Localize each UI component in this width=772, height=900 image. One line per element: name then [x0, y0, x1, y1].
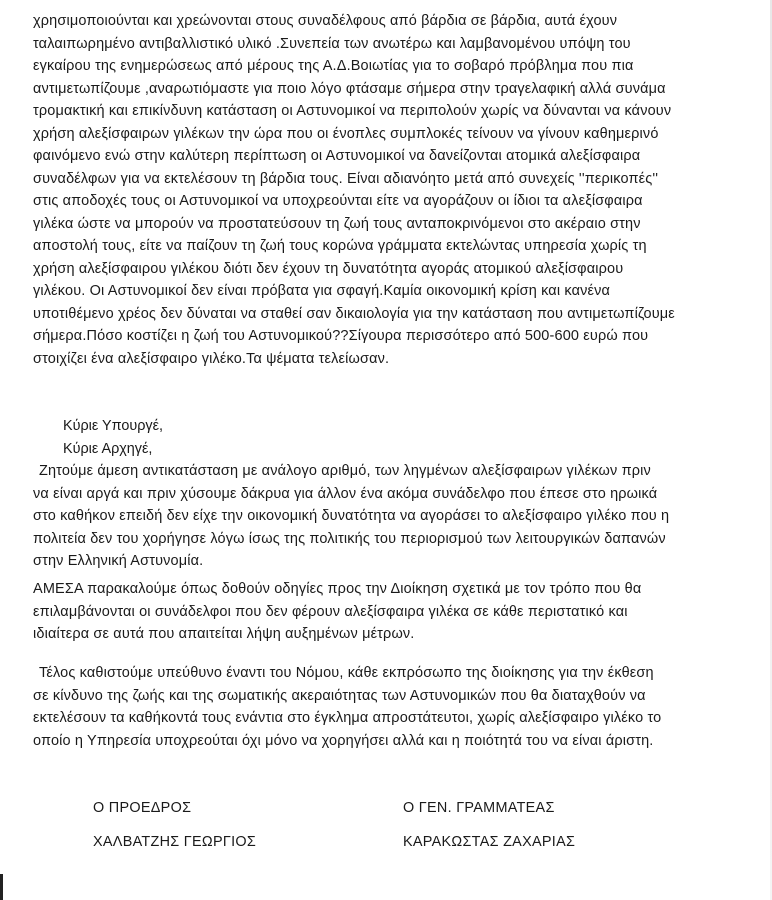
president-title: Ο ΠΡΟΕΔΡΟΣ	[93, 800, 192, 816]
text-line: φαινόμενο ενώ στην καλύτερη περίπτωση οι Αστυνομικοί να δανείζονται ατομικά αλεξίσφαιρα	[33, 148, 641, 164]
text-line: υποτιθέμενο χρέος δεν δύναται να σταθεί σαν δικαιολογία για την κατάσταση που αντιμετωπίζουμε	[33, 305, 675, 322]
text-line: στις αποδοχές τους οι Αστυνομικοί να υποχρεούνται είτε να αγοράζουν οι ίδιοι τα αλεξίσφαιρα	[33, 193, 643, 209]
paragraph-body-1	[33, 10, 772, 370]
text-line: Τέλος καθιστούμε υπεύθυνο έναντι του Νόμου, κάθε εκπρόσωπο της διοίκησης για την έκθεση	[38, 665, 654, 681]
paragraph-body-4	[33, 662, 772, 752]
text-line: ΑΜΕΣΑ παρακαλούμε όπως δοθούν οδηγίες προς την Διοίκηση σχετικά με τον τρόπο που θα	[33, 581, 642, 597]
text-line: αντιμετωπίζουμε ,αναρωτιόμαστε για ποιο λόγο φτάσαμε σήμερα στην τραγελαφική αλλά συνάμα	[33, 80, 666, 97]
salutation-chief: Κύριε Αρχηγέ,	[63, 441, 153, 457]
text-line: ταλαιπωρημένο αντιβαλλιστικό υλικό .Συνεπεία των ανωτέρω και λαμβανομένου υπόψη του	[33, 35, 631, 52]
text-line: τρομακτική και επικίνδυνη κατάσταση οι Αστυνομικοί να περιπολούν χωρίς να δύνανται να κάνουν	[33, 103, 672, 119]
text-line: χρησιμοποιούνται και χρεώνονται στους συναδέλφους από βάρδια σε βάρδια, αυτά έχουν	[33, 13, 618, 29]
text-line: εγκαίρου της ενημερώσεως από μέρους της Α.Δ.Βοιωτίας για το σοβαρό πρόβλημα που πια	[33, 58, 634, 74]
secretary-name: ΚΑΡΑΚΩΣΤΑΣ ΖΑΧΑΡΙΑΣ	[403, 834, 576, 850]
text-line: χρήση αλεξίσφαιρων γιλέκων την ώρα που οι ένοπλες συμπλοκές τείνουν να γίνουν καθημερινό	[33, 125, 659, 142]
salutation-minister: Κύριε Υπουργέ,	[63, 418, 163, 434]
scan-edge-mark	[0, 874, 3, 900]
text-line: στοιχίζει ένα αλεξίσφαιρο γιλέκο.Τα ψέματα τελείωσαν.	[33, 350, 390, 367]
text-line: γιλέκου. Οι Αστυνομικοί δεν είναι πρόβατα για σφαγή.Καμία οικονομική κρίση και κανένα	[33, 283, 611, 299]
text-line: επιλαμβάνονται οι συνάδελφοι που δεν φέρουν αλεξίσφαιρα γιλέκα σε κάθε περιστατικό και	[33, 603, 628, 620]
text-line: ιδιαίτερα σε αυτά που απαιτείται λήψη αυξημένων μέτρων.	[33, 626, 415, 642]
text-line: Ζητούμε άμεση αντικατάσταση με ανάλογο αριθμό, των ληγμένων αλεξίσφαιρων γιλέκων πριν	[38, 463, 651, 479]
paragraph-body-3	[33, 578, 772, 646]
paragraph-body-2	[33, 460, 772, 573]
text-line: στο καθήκον επειδή δεν είχε την οικονομική δυνατότητα να αγοράσει το αλεξίσφαιρο γιλέκο που η	[33, 508, 670, 524]
text-line: να είναι αργά και πριν χύσουμε δάκρυα για άλλον ένα ακόμα συνάδελφο που έπεσε στο ηρωικά	[33, 485, 658, 502]
text-line: οποίο η Υπηρεσία υποχρεούται όχι μόνο να χορηγήσει αλλά και η ποιότητά του να είναι άριστη.	[33, 732, 654, 749]
text-line: πολιτεία δεν του χορήγησε λόγω ίσως της πολιτικής του περιορισμού των λειτουργικών δαπανών	[33, 530, 666, 547]
president-name: ΧΑΛΒΑΤΖΗΣ ΓΕΩΡΓΙΟΣ	[93, 834, 257, 850]
text-line: χρήση αλεξίσφαιρου γιλέκου διότι δεν έχουν τη δυνατότητα αγοράς ατομικού αλεξίσφαιρου	[33, 260, 624, 277]
text-line: γιλέκα ώστε να μπορούν να προστατεύσουν τη ζωή τους ανταποκρινόμενοι στο ακέραιο στην	[33, 215, 641, 232]
text-line: συναδέλφων για να εκτελέσουν τη βάρδια τους. Είναι αδιανόητο μετά από συνεχείς ''περικοπές''	[33, 170, 659, 187]
text-line: σε κίνδυνο της ζωής και της σωματικής ακεραιότητας των Αστυνομικών που θα διαταχθούν να	[33, 687, 646, 704]
text-line: αποστολή τους, είτε να παίζουν τη ζωή τους κορώνα γράμματα εκτελώντας υπηρεσία χωρίς τη	[33, 238, 647, 254]
text-line: εκτελέσουν τα καθήκοντά τους ενάντια στο έγκλημα απροστάτευτοι, χωρίς αλεξίσφαιρο γιλέκο το	[33, 710, 662, 726]
secretary-title: Ο ΓΕΝ. ΓΡΑΜΜΑΤΕΑΣ	[403, 800, 555, 816]
text-line: σήμερα.Πόσο κοστίζει η ζωή του Αστυνομικού??Σίγουρα περισσότερο από 500-600 ευρώ που	[33, 328, 649, 344]
text-line: στην Ελληνική Αστυνομία.	[33, 553, 204, 569]
